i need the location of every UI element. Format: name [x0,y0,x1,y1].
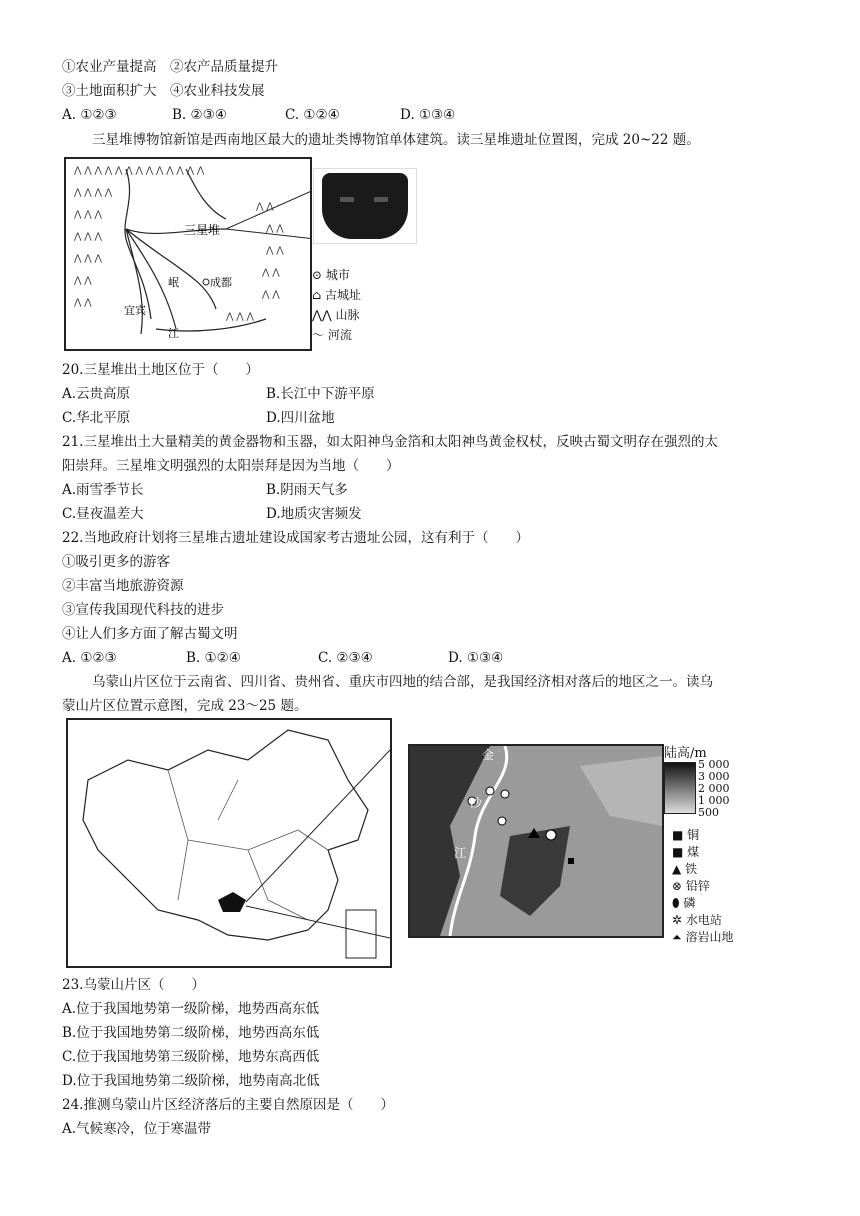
svg-text:⋀ ⋀: ⋀ ⋀ [262,268,280,278]
sha-label: 沙 [470,796,483,810]
q19-choice-b[interactable]: B. ②③④ [172,107,227,123]
svg-text:⋀ ⋀: ⋀ ⋀ [74,276,92,286]
q24-choice-a[interactable]: A.气候寒冷，位于寒温带 [62,1121,212,1137]
elevation-title: 陆高/m [664,746,707,761]
q20-choice-a[interactable]: A.云贵高原 [62,386,131,402]
map2-legend: 陆高/m 5 000 3 000 2 000 1 000 500 ■ 铜 ■ 煤 ▲ 铁 ⊗ 铅锌 ⬮ 磷 ✲ 水电站 ⏶ 溶岩山地 [664,742,784,942]
sanxingdui-label: 三星堆 [184,223,221,237]
q20-stem: 20.三星堆出土地区位于（ ） [62,362,259,378]
china-map-drawing [68,720,390,966]
q22-choice-c[interactable]: C. ②③④ [318,650,373,666]
q22-item-1: ①吸引更多的游客 [62,554,170,570]
q22-choice-d[interactable]: D. ①③④ [448,650,504,666]
svg-text:⋀ ⋀: ⋀ ⋀ [262,290,280,300]
q23-choice-d[interactable]: D.位于我国地势第二级阶梯，地势南高北低 [62,1073,320,1089]
q23-choice-b[interactable]: B.位于我国地势第二级阶梯，地势西高东低 [62,1025,320,1041]
q23-stem: 23.乌蒙山片区（ ） [62,977,205,993]
mountain-symbols [73,166,284,322]
circle-x-icon: ⊗ [672,879,683,893]
svg-text:⋀ ⋀: ⋀ ⋀ [266,224,284,234]
q22-choice-b[interactable]: B. ①②④ [186,650,241,666]
leadzinc-symbol [546,830,556,840]
svg-text:⋀ ⋀: ⋀ ⋀ [266,246,284,256]
city-icon: ⊙ [312,268,323,282]
jin-label: 金 [482,748,495,762]
svg-text:⋀ ⋀ ⋀: ⋀ ⋀ ⋀ [74,232,102,242]
relief-drawing [410,746,662,936]
q20-choice-d[interactable]: D.四川盆地 [266,410,335,426]
svg-text:⋀ ⋀ ⋀ ⋀ ⋀ ⋀ ⋀ ⋀ ⋀ ⋀ ⋀ ⋀ ⋀: ⋀ ⋀ ⋀ ⋀ ⋀ ⋀ ⋀ ⋀ ⋀ ⋀ ⋀ ⋀ ⋀ [74,166,205,176]
coal-symbol [568,858,574,864]
svg-text:⋀ ⋀: ⋀ ⋀ [256,202,274,212]
yibin-label: 宜宾 [124,304,146,317]
intro-sanxingdui: 三星堆博物馆新馆是西南地区最大的遗址类博物馆单体建筑。读三星堆遗址位置图，完成 20~22 题。 [92,132,700,148]
sanxingdui-map-drawing [66,159,310,349]
map1-legend: ⊙ 城市 ⌂ 古城址 ⋀⋀ 山脉 〜 河流 [312,268,362,342]
q22-item-4: ④让人们多方面了解古蜀文明 [62,626,238,642]
mountain-icon: ⋀⋀ [312,308,332,322]
q21-stem-1: 21.三星堆出土大量精美的黄金器物和玉器，如太阳神鸟金箔和太阳神鸟黄金权杖，反映古蜀文明存在强烈的太 [62,434,718,450]
q24-stem: 24.推测乌蒙山片区经济落后的主要自然原因是（ ） [62,1097,394,1113]
q22-stem: 22.当地政府计划将三星堆古遗址建设成国家考古遗址公园，这有利于（ ） [62,530,529,546]
province-borders [168,770,328,920]
q22-choice-a[interactable]: A. ①②③ [62,650,117,666]
q21-choice-b[interactable]: B.阴雨天气多 [266,482,348,498]
q23-choice-c[interactable]: C.位于我国地势第三级阶梯，地势东高西低 [62,1049,320,1065]
q22-item-3: ③宣传我国现代科技的进步 [62,602,224,618]
river-lines [125,169,266,334]
callout-bottom [246,906,390,938]
gear-icon: ✲ [672,913,683,927]
triangle-icon: ▲ [672,862,682,876]
q23-choice-a[interactable]: A.位于我国地势第一级阶梯，地势西高东低 [62,1001,320,1017]
chengdu-label: 成都 [210,276,232,289]
intro-wumeng-2: 蒙山片区位置示意图，完成 23～25 题。 [62,698,308,714]
q19-choice-c[interactable]: C. ①②④ [285,107,340,123]
china-map [66,718,392,968]
option-line-1: ①农业产量提高 ②农产品质量提升 [62,59,278,75]
wumeng-relief-map [408,744,664,938]
ancient-city-icon: ⌂ [312,288,322,302]
svg-text:⋀ ⋀: ⋀ ⋀ [74,298,92,308]
legend-copper: ■ 铜 [672,828,700,842]
q21-choice-c[interactable]: C.昼夜温差大 [62,506,144,522]
bronze-mask-photo [313,168,417,244]
intro-wumeng-1: 乌蒙山片区位于云南省、四川省、贵州省、重庆市四地的结合部，是我国经济相对落后的地区之一。读乌 [92,674,713,690]
legend-phosphorus: ⬮ 磷 [672,896,696,910]
elevation-scale [664,762,696,814]
q20-choice-c[interactable]: C.华北平原 [62,410,131,426]
q19-choice-d[interactable]: D. ①③④ [400,107,456,123]
svg-text:⋀ ⋀ ⋀ ⋀: ⋀ ⋀ ⋀ ⋀ [74,188,113,198]
q21-choice-a[interactable]: A.雨雪季节长 [62,482,144,498]
q20-choice-b[interactable]: B.长江中下游平原 [266,386,375,402]
q21-stem-2: 阳崇拜。三星堆文明强烈的太阳崇拜是因为当地（ ） [62,458,400,474]
ellipse-icon: ⬮ [672,896,680,910]
svg-text:⋀ ⋀ ⋀: ⋀ ⋀ ⋀ [74,254,102,264]
jiang-label: 江 [454,846,467,860]
wumeng-region [218,892,246,912]
jiang-river-label: 江 [168,327,179,340]
min-river-label: 岷 [168,276,179,289]
square-icon: ■ [672,845,684,859]
legend-karst: ⏶ 溶岩山地 [672,930,734,944]
q21-choice-d[interactable]: D.地质灾害频发 [266,506,362,522]
bell-icon: ⏶ [672,930,682,944]
callout-top [246,750,390,902]
q22-item-2: ②丰富当地旅游资源 [62,578,184,594]
legend-hydropower: ✲ 水电站 [672,913,722,927]
city-marker [203,279,209,285]
q19-choice-a[interactable]: A. ①②③ [62,107,117,123]
svg-text:⋀ ⋀ ⋀: ⋀ ⋀ ⋀ [74,210,102,220]
option-line-2: ③土地面积扩大 ④农业科技发展 [62,83,265,99]
legend-leadzinc: ⊗ 铅锌 [672,879,710,893]
river-icon: 〜 [312,328,325,342]
sanxingdui-map [64,157,312,351]
svg-text:⋀ ⋀ ⋀: ⋀ ⋀ ⋀ [226,312,254,322]
square-icon: ■ [672,828,684,842]
legend-coal: ■ 煤 [672,845,700,859]
legend-iron: ▲ 铁 [672,862,698,876]
